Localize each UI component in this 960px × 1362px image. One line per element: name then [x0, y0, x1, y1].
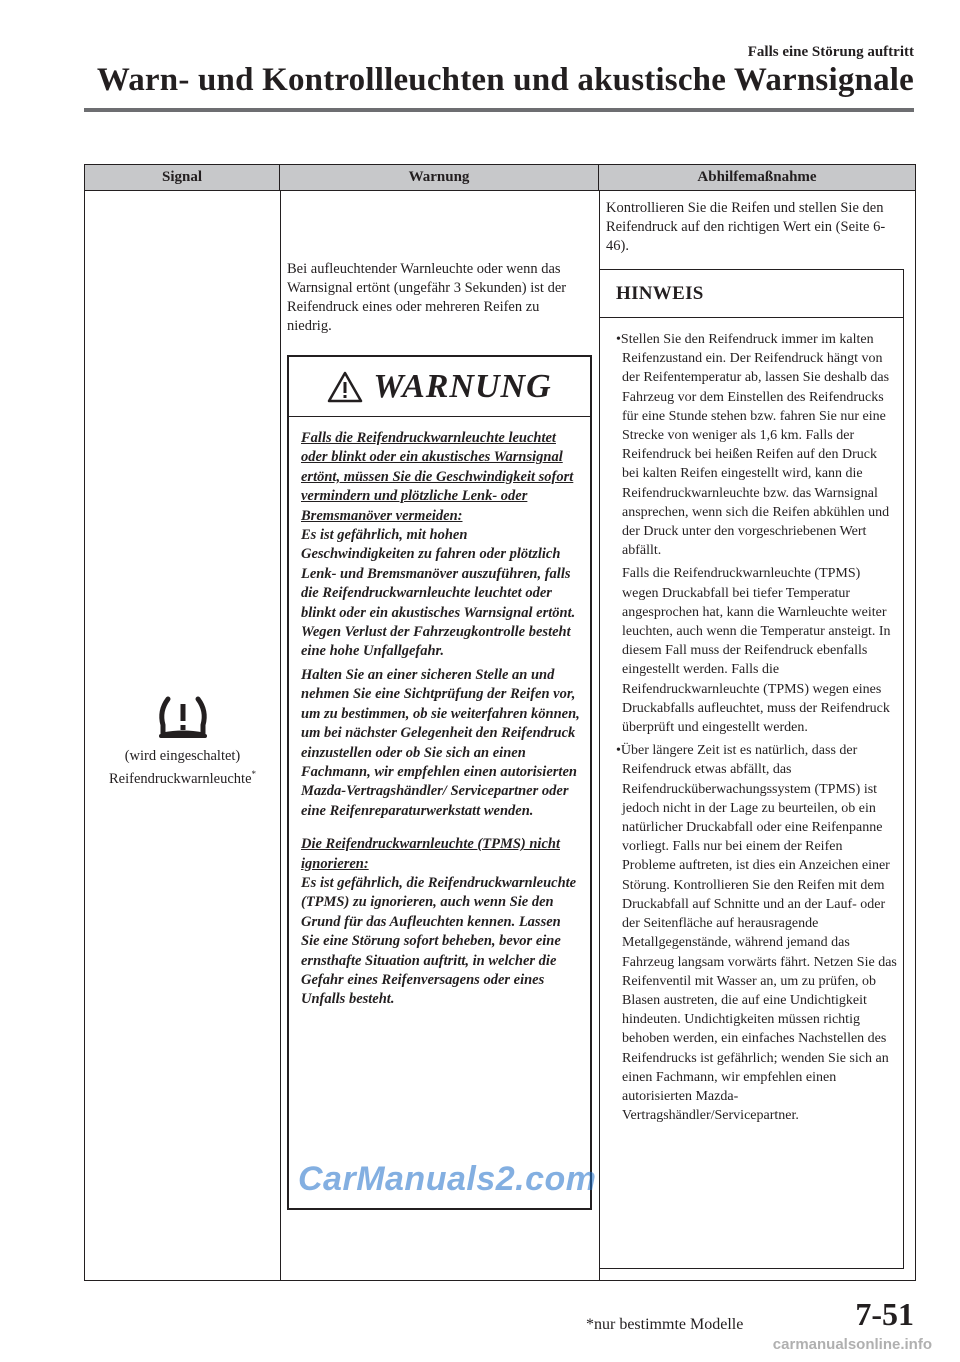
- warning-box-body: [301, 429, 582, 1010]
- tpms-warning-icon: [155, 695, 211, 739]
- warning-text-2: Halten Sie an einer sicheren Stelle an und nehmen Sie eine Sichtprüfung der Reifen vor, um zu bestimmen, ob sie weiterfahren können, um bei nächster Gelegenheit den Reifendruck einzustellen oder ob Sie sich an einen Fachmann, wir empfehlen einen autorisierten Mazda-Vertragshändler/ Servicepartner oder eine Reifenreparaturwerkstatt wenden.: [301, 666, 580, 819]
- note-bullet-1: •Stellen Sie den Reifendruck immer im kalten Reifenzustand ein. Der Reifendruck hängt von der Reifentemperatur ab, lassen Sie deshalb das Fahrzeug vor dem Einstellen des Reifendrucks für eine Stunde stehen bzw. fahren Sie nur eine Strecke von weniger als 1,6 km. Falls der Reifendruck bei heißen Reifen auf den Druck bei kalten Reifen eingestellt wird, kann die Reifendruckwarnleuchte bzw. das Warnsignal ansprechen, wenn sich die Reifen abkühlen und der Druck unter den vorgeschriebenen Wert abfällt.: [616, 332, 890, 559]
- watermark-logo: CarManuals2.com: [298, 1160, 597, 1198]
- footnote-mark: *: [251, 769, 256, 779]
- warning-heading-2: Die Reifendruckwarnleuchte (TPMS) nicht ignorieren:: [301, 836, 560, 872]
- signal-state-label: (wird eingeschaltet): [124, 748, 241, 764]
- note-box-title: HINWEIS: [600, 270, 903, 318]
- column-header-signal: Signal: [85, 165, 280, 190]
- column-divider: [280, 191, 281, 1280]
- warning-text-3: Es ist gefährlich, die Reifendruckwarnleuchte (TPMS) zu ignorieren, auch wenn Sie den Grund für das Aufleuchten kennen. Lassen Sie eine Störung sofort beheben, bevor eine ernsthafte Situation auftritt, in welcher die Gefahr eines Reifenversagens oder eines Unfalls besteht.: [301, 874, 577, 1008]
- warning-text-1: Es ist gefährlich, mit hohen Geschwindigkeiten zu fahren oder plötzlich Lenk- und Bremsmanöver auszuführen, falls die Reifendruckwarnleuchte leuchtet oder blinkt oder ein akustisches Warnsignal ertönt. Wegen Verlust der Fahrzeugkontrolle besteht eine hohe Unfallgefahr.: [301, 527, 576, 660]
- note-paragraph: Falls die Reifendruckwarnleuchte (TPMS) wegen Druckabfall bei tiefer Temperatur angesprochen hat, kann die Warnleuchte weiter leuchten, auch wenn die Temperatur ansteigt. In diesem Fall muss der Reifendruck ebenfalls eingestellt werden. Falls die Reifendruckwarnleuchte (TPMS) wegen eines Druckabfalls aufleuchtet, muss der Reifendruck überprüft und eingestellt werden.: [622, 566, 891, 736]
- site-watermark: carmanualsonline.info: [772, 1336, 932, 1353]
- note-bullet-2: •Über längere Zeit ist es natürlich, dass der Reifendruck etwas abfällt, das Reifendrucküberwachungssystem (TPMS) ist jedoch nicht in der Lage zu beurteilen, ob ein natürlicher Druckabfall oder eine Reifenpanne vorliegt. Falls nur bei einem der Reifen Probleme auftreten, ist dies ein Anzeichen einer Störung. Kontrollieren Sie den Reifen mit dem Druckabfall auf Schnitte und an der Lauf- oder der Seitenfläche auf herausragende Metallgegenstände, während jemand das Fahrzeug langsam vorwärts fährt. Netzen Sie das Reifenventil mit Wasser an, um zu prüfen, ob Blasen austreten, die auf eine Undichtigkeit hindeuten. Undichtigkeiten müssen richtig behoben werden, ein einfaches Nachstellen des Reifendrucks ist gefährlich; wenden Sie sich an einen Fachmann, wir empfehlen einen autorisierten Mazda-Vertragshändler/Servicepartner.: [616, 743, 897, 1124]
- signal-name-label: Reifendruckwarnleuchte*: [108, 769, 256, 787]
- warning-description: Bei aufleuchtender Warnleuchte oder wenn das Warnsignal ertönt (ungefähr 3 Sekunden) ist der Reifendruck eines oder mehreren Reifen zu niedrig.: [287, 261, 567, 334]
- section-title: Falls eine Störung auftritt: [747, 44, 914, 60]
- page-number: 7-51: [855, 1296, 914, 1332]
- note-box-body: [608, 330, 897, 1125]
- header-rule: [84, 108, 914, 112]
- remedy-description: Kontrollieren Sie die Reifen und stellen Sie den Reifendruck auf den richtigen Wert ein (Seite 6-46).: [606, 200, 886, 254]
- note-box: [599, 269, 904, 1269]
- warning-heading-1: Falls die Reifendruckwarnleuchte leuchtet oder blinkt oder ein akustisches Warnsignal ertönt, müssen Sie die Geschwindigkeit sofort vermindern und plötzliche Lenk- oder Bremsmanöver vermeiden:: [301, 430, 574, 524]
- warning-table: [84, 164, 916, 1281]
- warning-box-title: WARNUNG: [373, 367, 552, 405]
- column-header-warning: Warnung: [280, 165, 599, 190]
- caution-triangle-icon: [327, 371, 363, 403]
- column-header-remedy: Abhilfemaßnahme: [697, 169, 817, 185]
- signal-cell: [85, 695, 280, 788]
- warning-box-header: [289, 357, 590, 417]
- footnote: *nur bestimmte Modelle: [586, 1316, 744, 1333]
- table-header-row: [85, 165, 915, 191]
- warning-box: [287, 355, 592, 1210]
- page-title: Warn- und Kontrollleuchten und akustische Warnsignale: [96, 62, 914, 98]
